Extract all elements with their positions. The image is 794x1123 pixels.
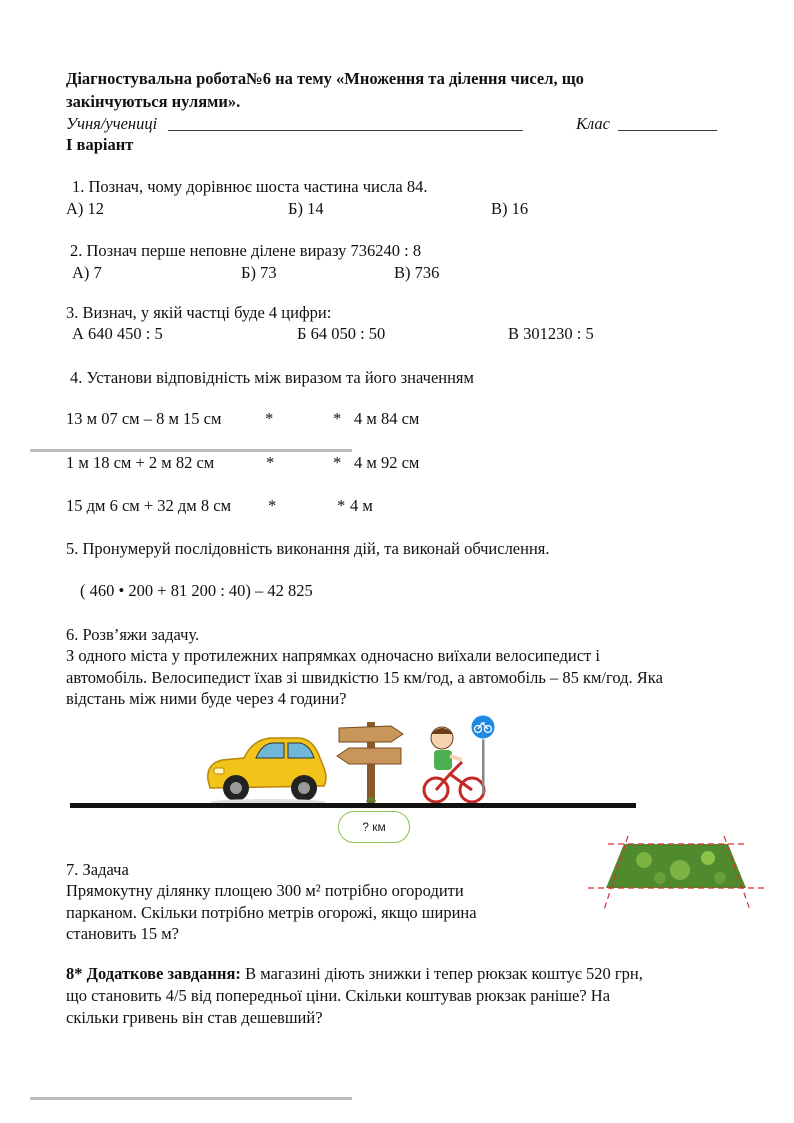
question-4: 4. Установи відповідність між виразом та його значенням	[70, 368, 474, 387]
q7-body-line-1: Прямокутну ділянку площею 300 м² потрібно огородити	[66, 881, 464, 900]
question-6: 6. Розв’яжи задачу.	[66, 625, 200, 644]
q4-row-1-value: 4 м 84 см	[354, 409, 420, 428]
variant-label: І варіант	[66, 135, 134, 154]
gray-divider-top	[30, 449, 352, 452]
q8-label: 8* Додаткове завдання:	[66, 964, 241, 983]
q4-row-2-value: 4 м 92 см	[354, 453, 420, 472]
q4-row-2-right-star[interactable]: *	[333, 453, 342, 472]
q8-text-line-3: скільки гривень він став дешевший?	[66, 1008, 323, 1027]
class-label: Клас	[576, 114, 610, 133]
q6-body-line-2: автомобіль. Велосипедист їхав зі швидкістю 15 км/год, а автомобіль – 85 км/год. Яка	[66, 668, 663, 687]
q4-row-1-left-star[interactable]: *	[265, 409, 274, 428]
q3-option-b[interactable]: Б 64 050 : 50	[297, 324, 386, 343]
road-line	[70, 803, 636, 808]
q6-body-line-3: відстань між ними буде через 4 години?	[66, 689, 347, 708]
gray-divider-bottom	[30, 1097, 352, 1100]
q2-option-a[interactable]: А) 7	[72, 263, 102, 282]
q4-row-3-expression: 15 дм 6 см + 32 дм 8 см	[66, 496, 232, 515]
question-3: 3. Визнач, у якій частці буде 4 цифри:	[66, 303, 332, 322]
bike-sign-icon	[470, 714, 496, 794]
q1-option-b[interactable]: Б) 14	[288, 199, 324, 218]
car-illustration	[200, 728, 330, 808]
student-name-blank[interactable]: ___________________________________________	[168, 114, 523, 133]
q4-row-3-right-star[interactable]: *	[337, 496, 346, 515]
question-2: 2. Познач перше неповне ділене виразу 736240 : 8	[70, 241, 422, 260]
q7-body-line-3: становить 15 м?	[66, 924, 180, 943]
q6-body-line-1: З одного міста у протилежних напрямках одночасно виїхали велосипедист і	[66, 646, 600, 665]
q8-text-line-2: що становить 4/5 від попередньої ціни. Скільки коштував рюкзак раніше? На	[66, 986, 611, 1005]
q7-body-line-2: парканом. Скільки потрібно метрів огорожі, якщо ширина	[66, 903, 477, 922]
q8-text-line-1: В магазині діють знижки і тепер рюкзак коштує 520 грн,	[240, 964, 643, 983]
q3-option-c[interactable]: В 301230 : 5	[508, 324, 594, 343]
class-blank[interactable]: ____________	[618, 114, 717, 133]
q1-option-c[interactable]: В) 16	[491, 199, 529, 218]
distance-bubble: ? км	[338, 811, 410, 843]
q1-option-a[interactable]: А) 12	[66, 199, 105, 218]
title-line-1: Діагностувальна робота№6 на тему «Множення та ділення чисел, що	[66, 69, 584, 88]
title-line-2: закінчуються нулями».	[66, 92, 241, 111]
q4-row-3-value: 4 м	[350, 496, 373, 515]
question-1: 1. Познач, чому дорівнює шоста частина числа 84.	[72, 177, 428, 196]
question-7: 7. Задача	[66, 860, 129, 879]
field-illustration	[588, 836, 768, 912]
question-8	[66, 964, 643, 984]
q5-expression: ( 460 • 200 + 81 200 : 40) – 42 825	[80, 581, 313, 600]
q2-option-c[interactable]: В) 736	[394, 263, 440, 282]
q3-option-a[interactable]: А 640 450 : 5	[72, 324, 163, 343]
question-5: 5. Пронумеруй послідовність виконання дій, та виконай обчислення.	[66, 539, 550, 558]
student-label: Учня/учениці	[66, 114, 158, 133]
q4-row-1-right-star[interactable]: *	[333, 409, 342, 428]
q2-option-b[interactable]: Б) 73	[241, 263, 277, 282]
signpost-illustration	[333, 716, 408, 806]
q4-row-2-left-star[interactable]: *	[266, 453, 275, 472]
q4-row-2-expression: 1 м 18 см + 2 м 82 см	[66, 453, 215, 472]
q4-row-1-expression: 13 м 07 см – 8 м 15 см	[66, 409, 222, 428]
q4-row-3-left-star[interactable]: *	[268, 496, 277, 515]
